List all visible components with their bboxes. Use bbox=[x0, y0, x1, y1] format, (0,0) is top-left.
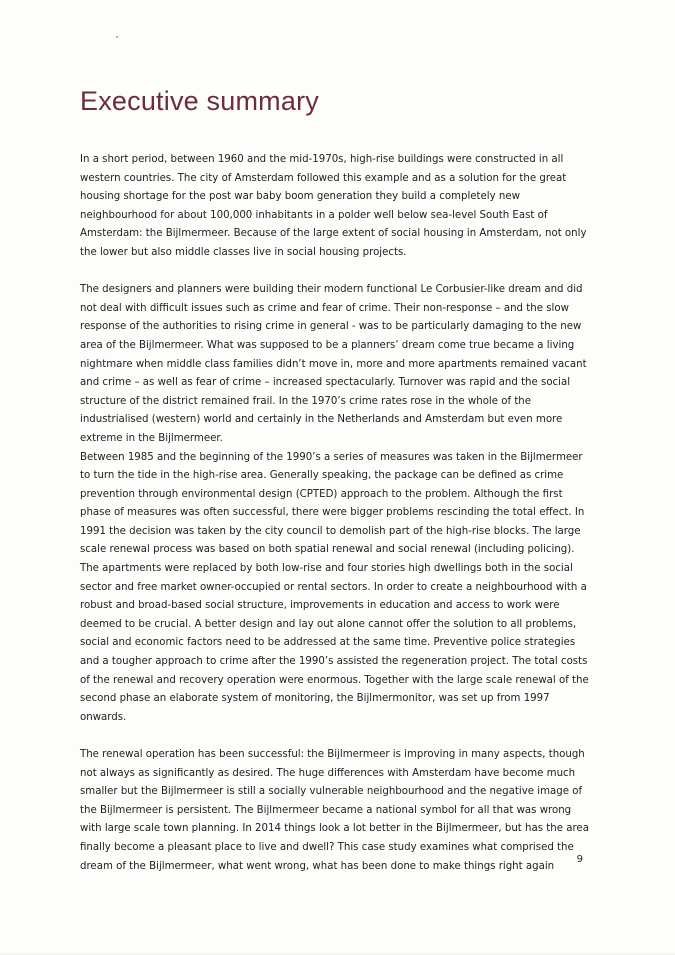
paragraph-4: The renewal operation has been successful: the Bijlmermeer is improving in many aspects, though not always as significantly as desired. The huge differences with Amsterdam have become much smaller but the Bijlmermeer is still a socially vulnerable neighbourhood and the negative image of the Bijlmermeer is persistent. The Bijlmermeer became a national symbol for all that was wrong with large scale town planning. In 2014 things look a lot better in the Bijlmermeer, but has the area finally become a pleasant place to live and dwell? This case study examines what comprised the dream of the Bijlmermeer, what went wrong, what has been done to make things right again bbox=[80, 749, 589, 872]
scan-speck bbox=[116, 36, 118, 38]
paragraph-2: The designers and planners were building their modern functional Le Corbusier-like dream and did not deal with difficult issues such as crime and fear of crime. Their non-response – and the slow response of the authorities to rising crime in general - was to be particularly damaging to the new area of the Bijlmermeer. What was supposed to be a planners’ dream come true became a living nightmare when middle class families didn’t move in, more and more apartments remained vacant and crime – as well as fear of crime – increased spectacularly. Turnover was rapid and the social structure of the district remained frail. In the 1970’s crime rates rose in the whole of the industrialised (western) world and certainly in the Netherlands and Amsterdam but even more extreme in the Bijlmermeer. bbox=[80, 284, 587, 444]
document-body bbox=[80, 151, 593, 876]
paragraph-3: Between 1985 and the beginning of the 1990’s a series of measures was taken in the Bijlmermeer to turn the tide in the high-rise area. Generally speaking, the package can be defined as crime prevention through environmental design (CPTED) approach to the problem. Although the first phase of measures was often successful, there were bigger problems rescinding the total effect. In 1991 the decision was taken by the city council to demolish part of the high-rise blocks. The large scale renewal process was based on both spatial renewal and social renewal (including policing). The apartments were replaced by both low-rise and four stories high dwellings both in the social sector and free market owner-occupied or rental sectors. In order to create a neighbourhood with a robust and broad-based social structure, improvements in education and access to work were deemed to be crucial. A better design and lay out alone cannot offer the solution to all problems, social and economic factors need to be addressed at the same time. Preventive police strategies and a tougher approach to crime after the 1990’s assisted the regeneration project. The total costs of the renewal and recovery operation were enormous. Together with the large scale renewal of the second phase an elaborate system of monitoring, the Bijlmermonitor, was set up from 1997 onwards. bbox=[80, 451, 589, 723]
page-number: 9 bbox=[576, 854, 583, 865]
paragraph-1: In a short period, between 1960 and the mid-1970s, high-rise buildings were constructed in all western countries. The city of Amsterdam followed this example and as a solution for the great housing shortage for the post war baby boom generation they build a completely new neighbourhood for about 100,000 inhabitants in a polder well below sea-level South East of Amsterdam: the Bijlmermeer. Because of the large extent of social housing in Amsterdam, not only the lower but also middle classes live in social housing projects. bbox=[80, 154, 587, 258]
page-title: Executive summary bbox=[80, 86, 319, 116]
